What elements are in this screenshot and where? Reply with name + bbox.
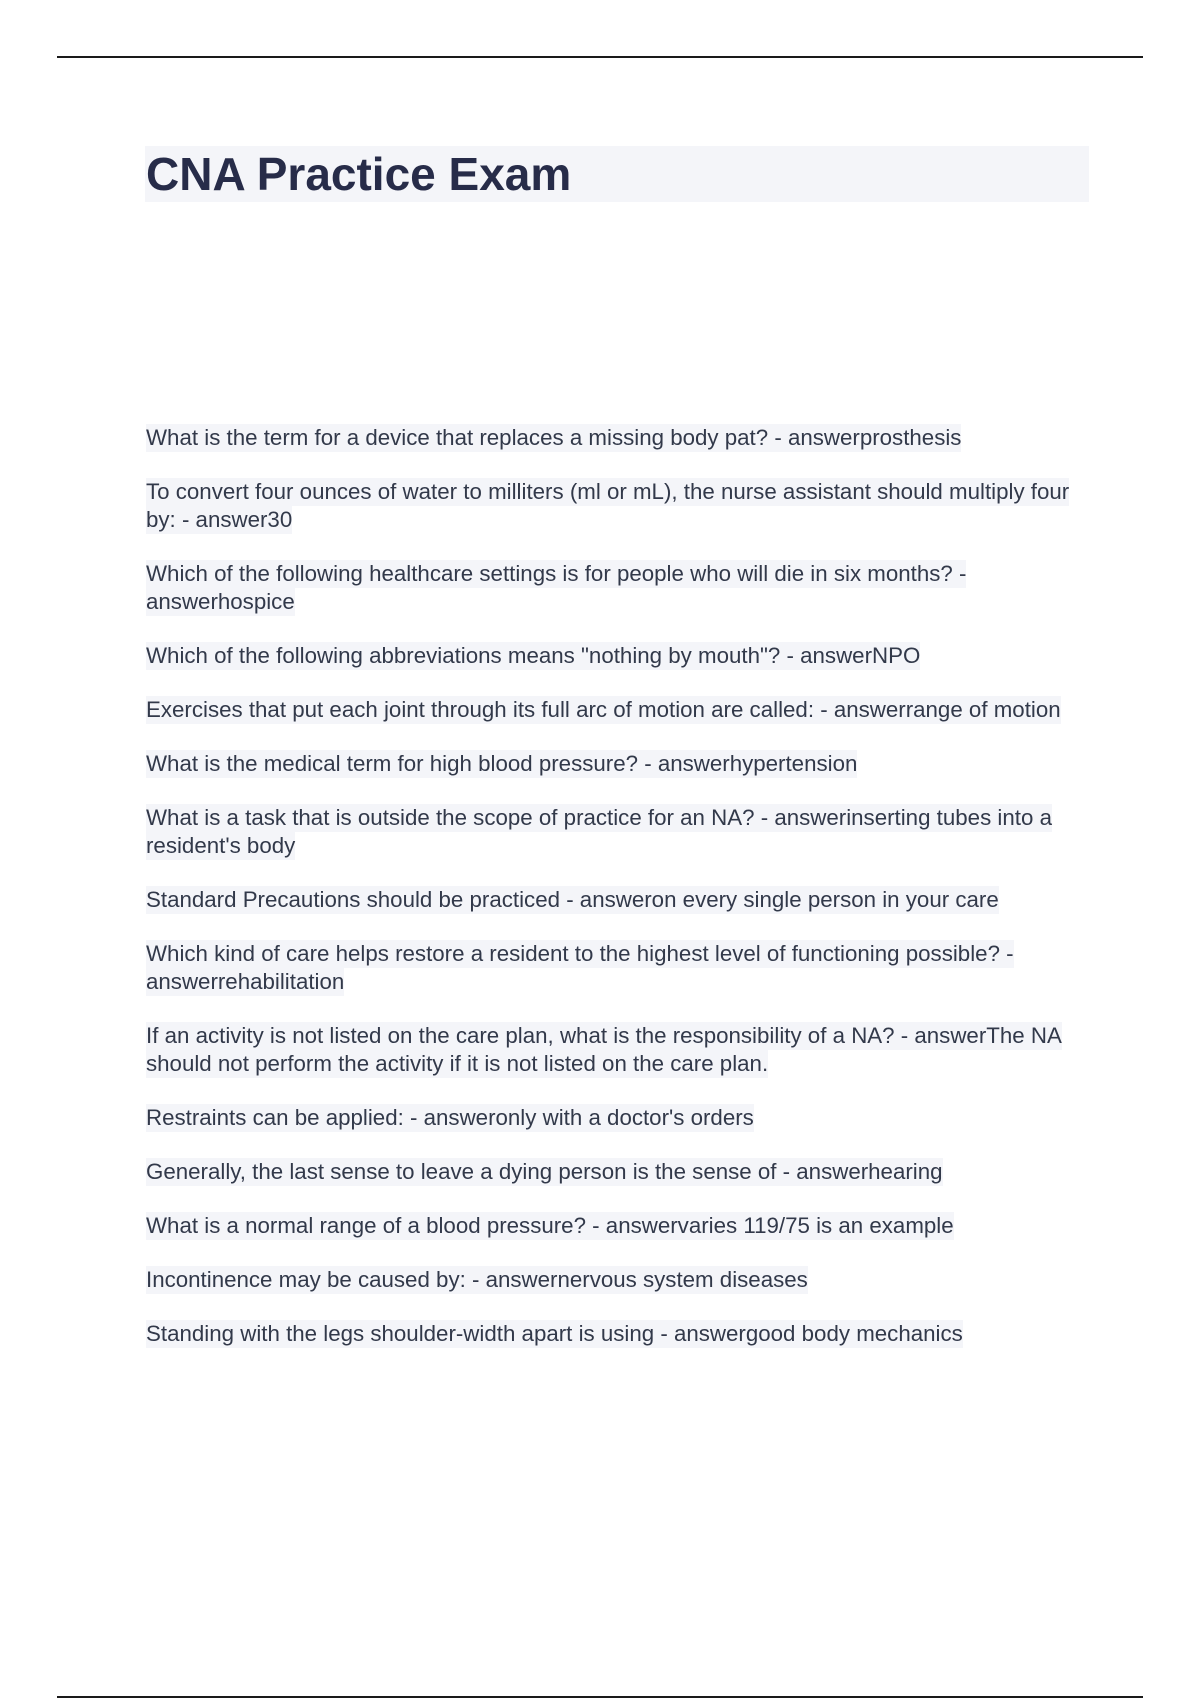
question-item <box>146 804 1096 860</box>
question-item <box>146 1320 1096 1348</box>
question-list <box>146 424 1096 1374</box>
question-item <box>146 1212 1096 1240</box>
question-item <box>146 1158 1096 1186</box>
question-item <box>146 424 1096 452</box>
question-text: Incontinence may be caused by: - answernervous system diseases <box>146 1267 808 1292</box>
question-item <box>146 1104 1096 1132</box>
question-text: What is a normal range of a blood pressure? - answervaries 119/75 is an example <box>146 1213 954 1238</box>
question-text: Generally, the last sense to leave a dying person is the sense of - answerhearing <box>146 1159 943 1184</box>
question-item <box>146 940 1096 996</box>
question-item <box>146 1022 1096 1078</box>
bottom-divider <box>57 1696 1143 1698</box>
question-item <box>146 886 1096 914</box>
question-item <box>146 560 1096 616</box>
page-title: CNA Practice Exam <box>146 148 572 200</box>
question-text: What is the medical term for high blood pressure? - answerhypertension <box>146 751 858 776</box>
question-text: Which of the following abbreviations means "nothing by mouth"? - answerNPO <box>146 643 921 668</box>
question-text: Restraints can be applied: - answeronly with a doctor's orders <box>146 1105 754 1130</box>
question-text: What is a task that is outside the scope of practice for an NA? - answerinserting tubes into a resident's body <box>146 805 1052 858</box>
question-item <box>146 642 1096 670</box>
question-item <box>146 478 1096 534</box>
question-item <box>146 750 1096 778</box>
top-divider <box>57 56 1143 58</box>
question-text: If an activity is not listed on the care plan, what is the responsibility of a NA? - answerThe NA should not perform the activity if it is not listed on the care plan. <box>146 1023 1062 1076</box>
question-item <box>146 696 1096 724</box>
question-text: Which of the following healthcare settings is for people who will die in six months? - answerhospice <box>146 561 967 614</box>
question-text: What is the term for a device that replaces a missing body pat? - answerprosthesis <box>146 425 962 450</box>
question-text: Exercises that put each joint through its full arc of motion are called: - answerrange of motion <box>146 697 1061 722</box>
question-item <box>146 1266 1096 1294</box>
question-text: Standing with the legs shoulder-width apart is using - answergood body mechanics <box>146 1321 963 1346</box>
question-text: Which kind of care helps restore a resident to the highest level of functioning possible? - answerrehabilitation <box>146 941 1014 994</box>
question-text: To convert four ounces of water to milliters (ml or mL), the nurse assistant should multiply four by: - answer30 <box>146 479 1070 532</box>
question-text: Standard Precautions should be practiced - answeron every single person in your care <box>146 887 999 912</box>
